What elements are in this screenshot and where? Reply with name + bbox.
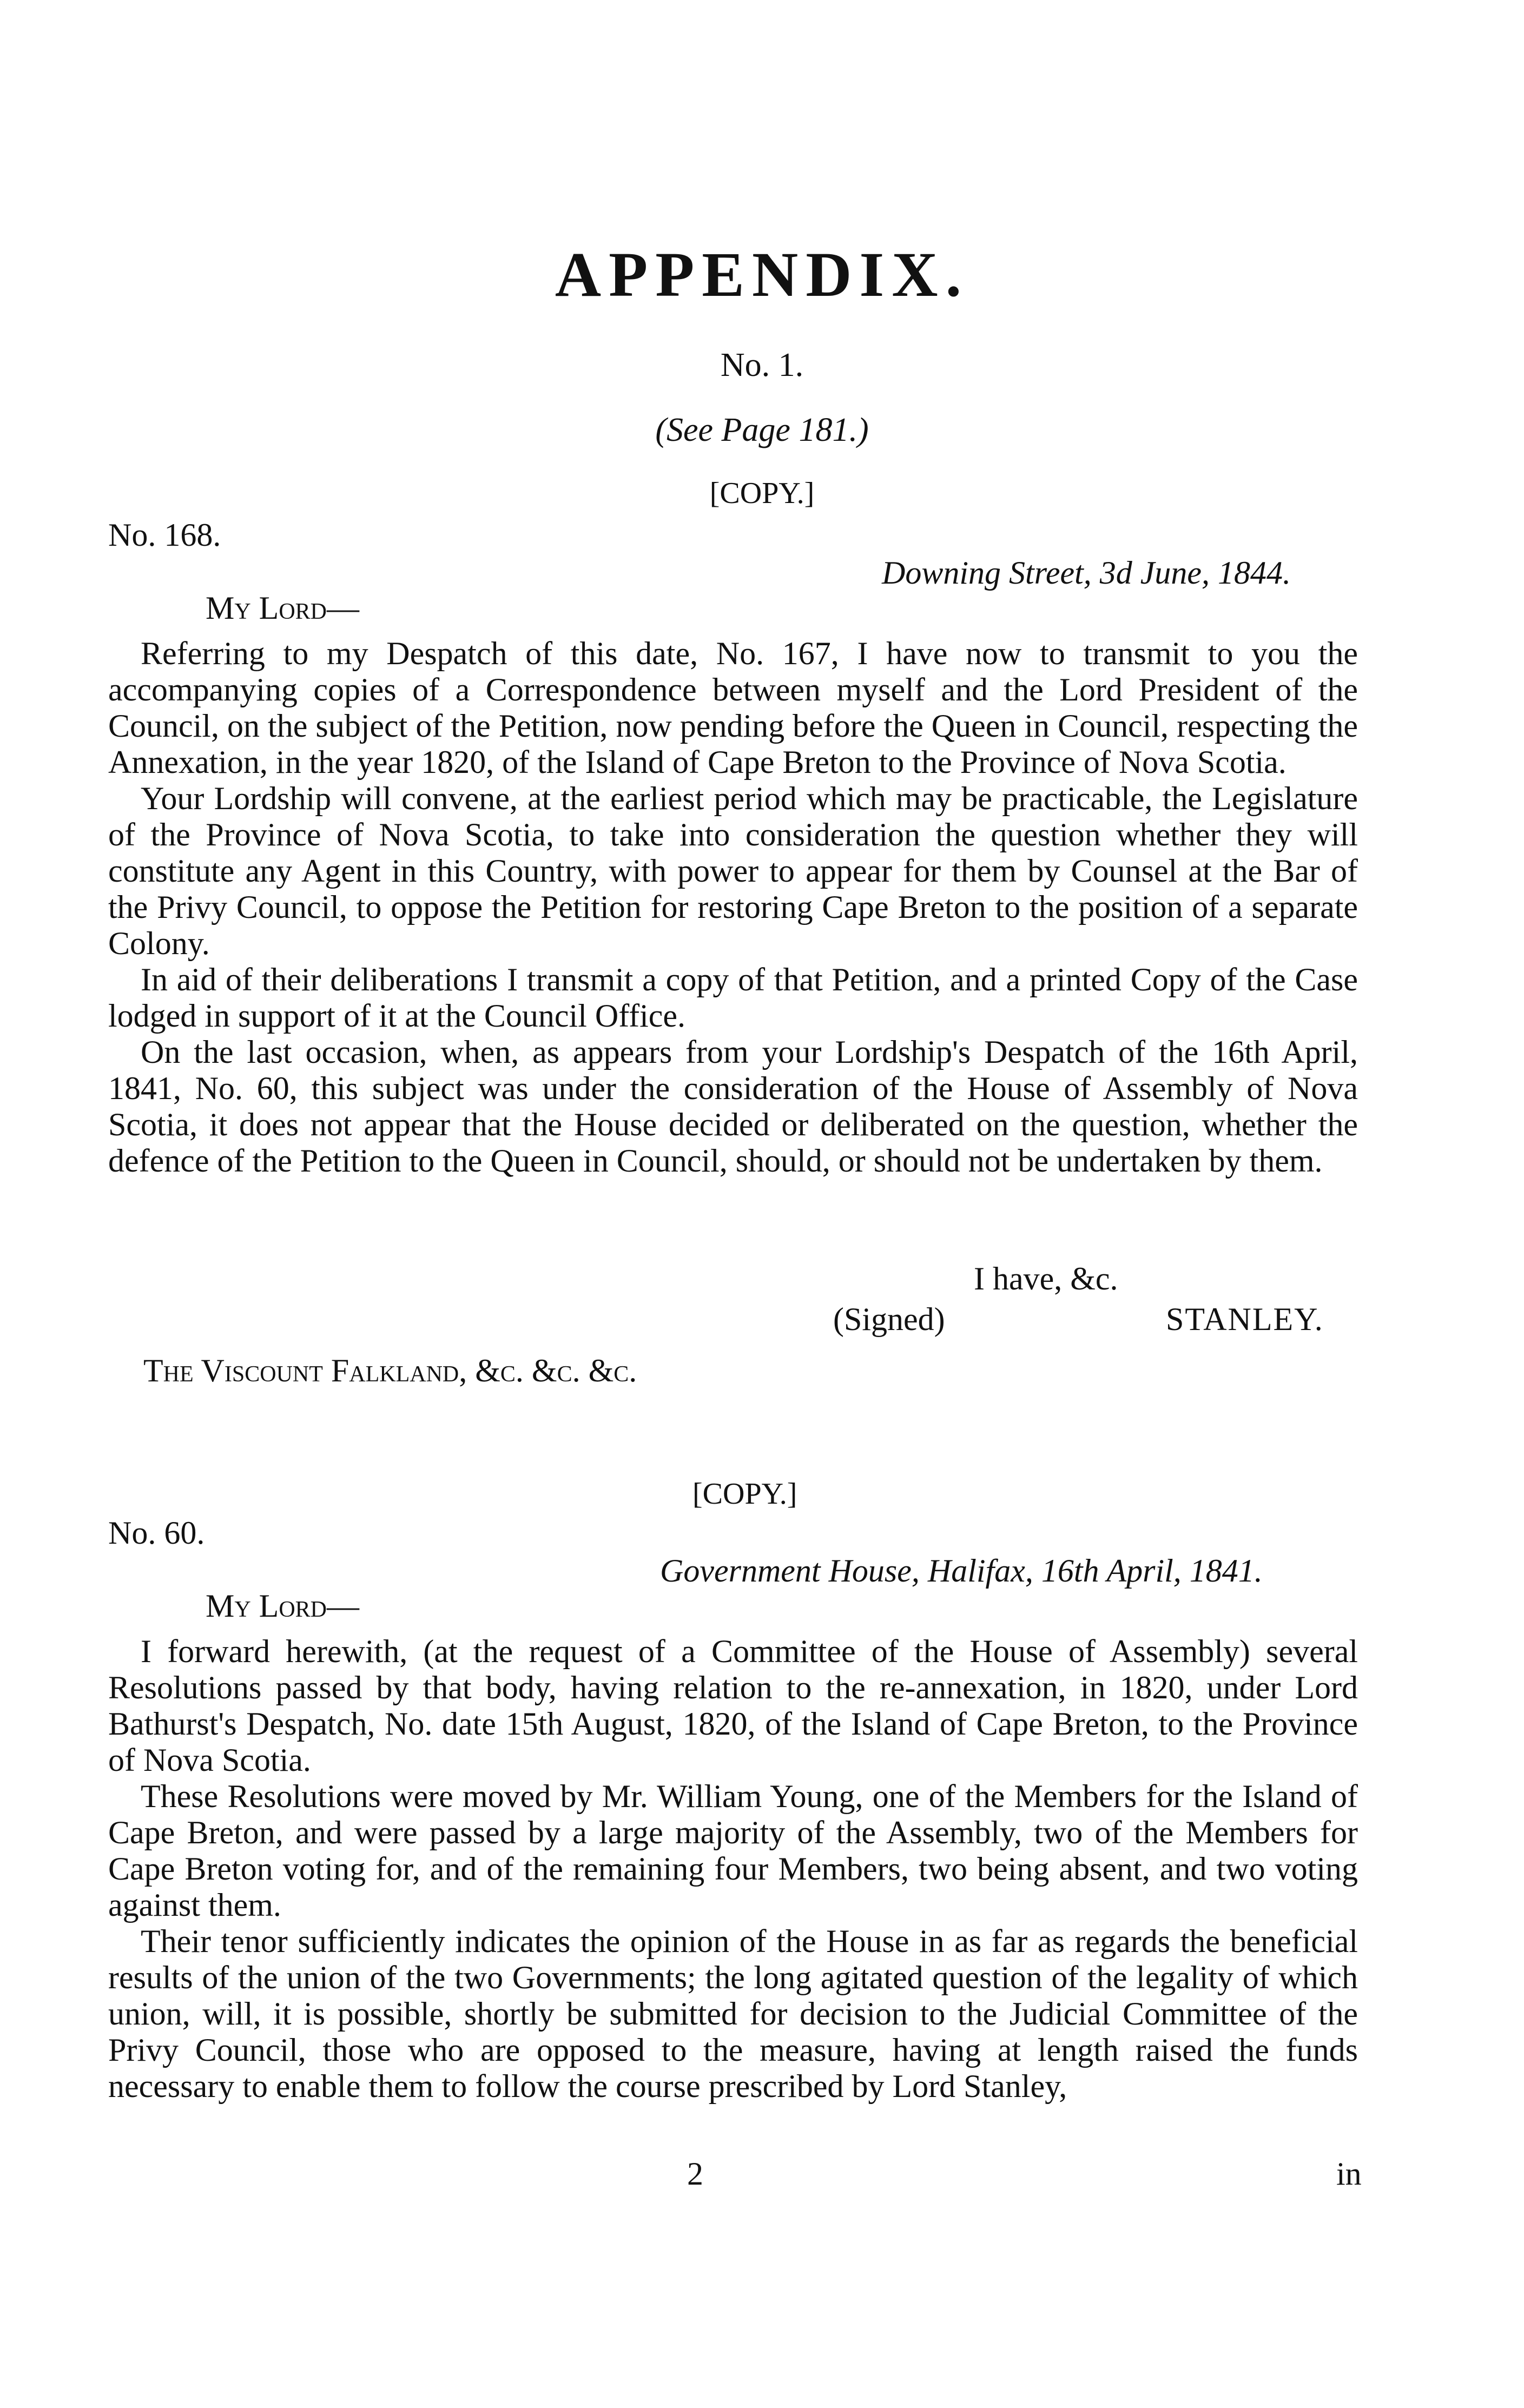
letter-1-paragraph-2: Your Lordship will convene, at the earliest period which may be practicable, the Legislature of the Province of Nova Scotia, to take into consideration the question whether they will constitute any Agent in this Country, with power to appear for them by Counsel at the Bar of the Privy Council, to oppose the Petition for restoring Cape Breton to the position of a separate Colony.	[108, 780, 1358, 961]
dateline-2: Government House, Halifax, 16th April, 1841.	[660, 1553, 1263, 1589]
signature-stanley: STANLEY.	[1166, 1301, 1324, 1337]
letter-1-body	[108, 636, 1358, 1179]
letter-2-body	[108, 1633, 1358, 2105]
salutation-2: My Lord—	[206, 1588, 360, 1624]
letter-2-paragraph-3: Their tenor sufficiently indicates the opinion of the House in as far as regards the beneficial results of the union of the two Governments; the long agitated question of the legality of which union, will, it is possible, shortly be submitted for decision to the Judicial Committee of the Privy Council, those who are opposed to the measure, having at length raised the funds necessary to enable them to follow the course prescribed by Lord Stanley,	[108, 1923, 1358, 2104]
page-number: 2	[687, 2156, 703, 2192]
letter-1-paragraph-1: Referring to my Despatch of this date, No. 167, I have now to transmit to you the accompanying copies of a Correspondence between myself and the Lord President of the Council, on the subject of the Petition, now pending before the Queen in Council, respecting the Annexation, in the year 1820, of the Island of Cape Breton to the Province of Nova Scotia.	[108, 636, 1358, 780]
letter-2-paragraph-1: I forward herewith, (at the request of a Committee of the House of Assembly) several Resolutions passed by that body, having relation to the re-annexation, in 1820, under Lord Bathurst's Despatch, No. date 15th August, 1820, of the Island of Cape Breton, to the Province of Nova Scotia.	[108, 1633, 1358, 1778]
letter-1-paragraph-3: In aid of their deliberations I transmit a copy of that Petition, and a printed Copy of the Case lodged in support of it at the Council Office.	[108, 962, 1358, 1034]
letter-2-paragraph-2: These Resolutions were moved by Mr. William Young, one of the Members for the Island of Cape Breton, and were passed by a large majority of the Assembly, two of the Members for Cape Breton voting for, and of the remaining four Members, two being absent, and two voting against them.	[108, 1778, 1358, 1923]
catchword: in	[1336, 2156, 1362, 2192]
addressee-1: The Viscount Falkland, &c. &c. &c.	[143, 1353, 637, 1388]
closing-1: I have, &c.	[974, 1261, 1118, 1296]
copy-mark-2: [COPY.]	[692, 1477, 797, 1511]
copy-mark-1: [COPY.]	[709, 477, 815, 510]
letter-1-paragraph-4: On the last occasion, when, as appears from your Lordship's Despatch of the 16th April, 1841, No. 60, this subject was under the consideration of the House of Assembly of Nova Scotia, it does not appear that the House decided or deliberated on the question, whether the defence of the Petition to the Queen in Council, should, or should not be undertaken by them.	[108, 1034, 1358, 1179]
despatch-number-2: No. 60.	[108, 1515, 205, 1551]
appendix-number: No. 1.	[720, 347, 804, 383]
signed-label: (Signed)	[833, 1301, 945, 1337]
dateline-1: Downing Street, 3d June, 1844.	[882, 555, 1291, 591]
salutation-1: My Lord—	[206, 590, 360, 626]
see-page-reference: (See Page 181.)	[655, 412, 869, 448]
despatch-number-1: No. 168.	[108, 517, 221, 553]
appendix-title: APPENDIX.	[555, 239, 969, 310]
